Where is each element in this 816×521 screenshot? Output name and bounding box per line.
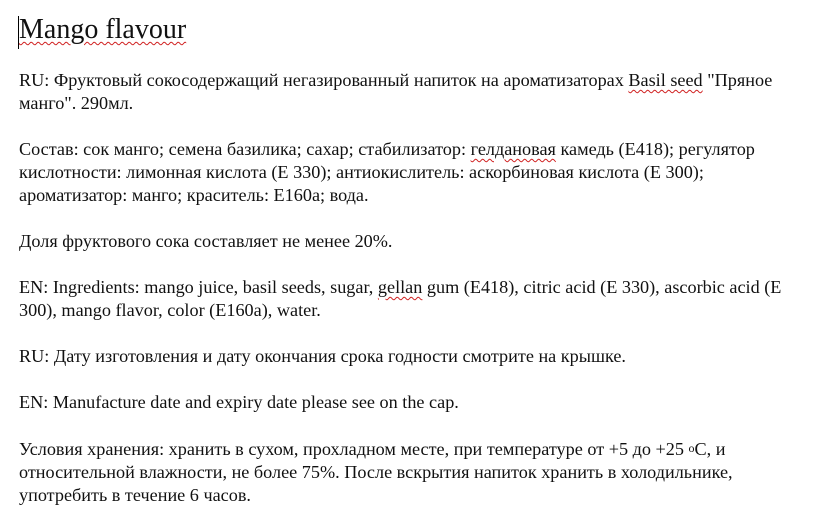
spellcheck-basil-seed[interactable]: Basil seed xyxy=(628,70,703,90)
degree-sign: o xyxy=(688,441,695,455)
ru-dates-paragraph[interactable]: RU: Дату изготовления и дату окончания срока годности смотрите на крышке. xyxy=(19,346,626,366)
storage-text-end: C, и относительной влажности, не более 75%. После вскрытия напиток хранить в холодильнике, употребить в течение 6 часов. xyxy=(19,439,733,505)
ru-composition-text: Состав: сок манго; семена базилика; сахар; стабилизатор: xyxy=(19,139,471,159)
document-title[interactable]: Mango flavour xyxy=(19,14,187,45)
document-page[interactable] xyxy=(19,10,809,507)
spellcheck-geldanovaya[interactable]: гелдановая xyxy=(470,139,556,159)
text-cursor xyxy=(18,16,19,49)
storage-paragraph[interactable] xyxy=(19,437,809,507)
ru-product-text: RU: Фруктовый сокосодержащий негазированный напиток на ароматизаторах xyxy=(19,70,629,90)
ru-product-text-end: "Пряное манго". 290мл. xyxy=(19,70,773,113)
ru-product-paragraph[interactable] xyxy=(19,69,809,115)
en-ingredients-text-end: gum (E418), citric acid (E 330), ascorbic acid (E 300), mango flavor, color (E160a), water. xyxy=(19,277,782,320)
ru-juice-share-paragraph[interactable]: Доля фруктового сока составляет не менее 20%. xyxy=(19,231,393,251)
title-line[interactable] xyxy=(19,10,809,50)
en-ingredients-paragraph[interactable] xyxy=(19,276,809,322)
en-ingredients-text: EN: Ingredients: mango juice, basil seeds, sugar, xyxy=(19,277,378,297)
spellcheck-gellan[interactable]: gellan xyxy=(377,277,423,297)
ru-composition-paragraph[interactable] xyxy=(19,138,809,207)
ru-composition-text-end: камедь (E418); регулятор кислотности: лимонная кислота (E 330); антиокислитель: аскорбиновая кислота (E 300); ароматизатор: манго; краситель: E160a; вода. xyxy=(19,139,755,205)
en-dates-paragraph[interactable]: EN: Manufacture date and expiry date please see on the cap. xyxy=(19,392,459,412)
storage-text: Условия хранения: хранить в сухом, прохладном месте, при температуре от +5 до +25 xyxy=(19,439,689,459)
